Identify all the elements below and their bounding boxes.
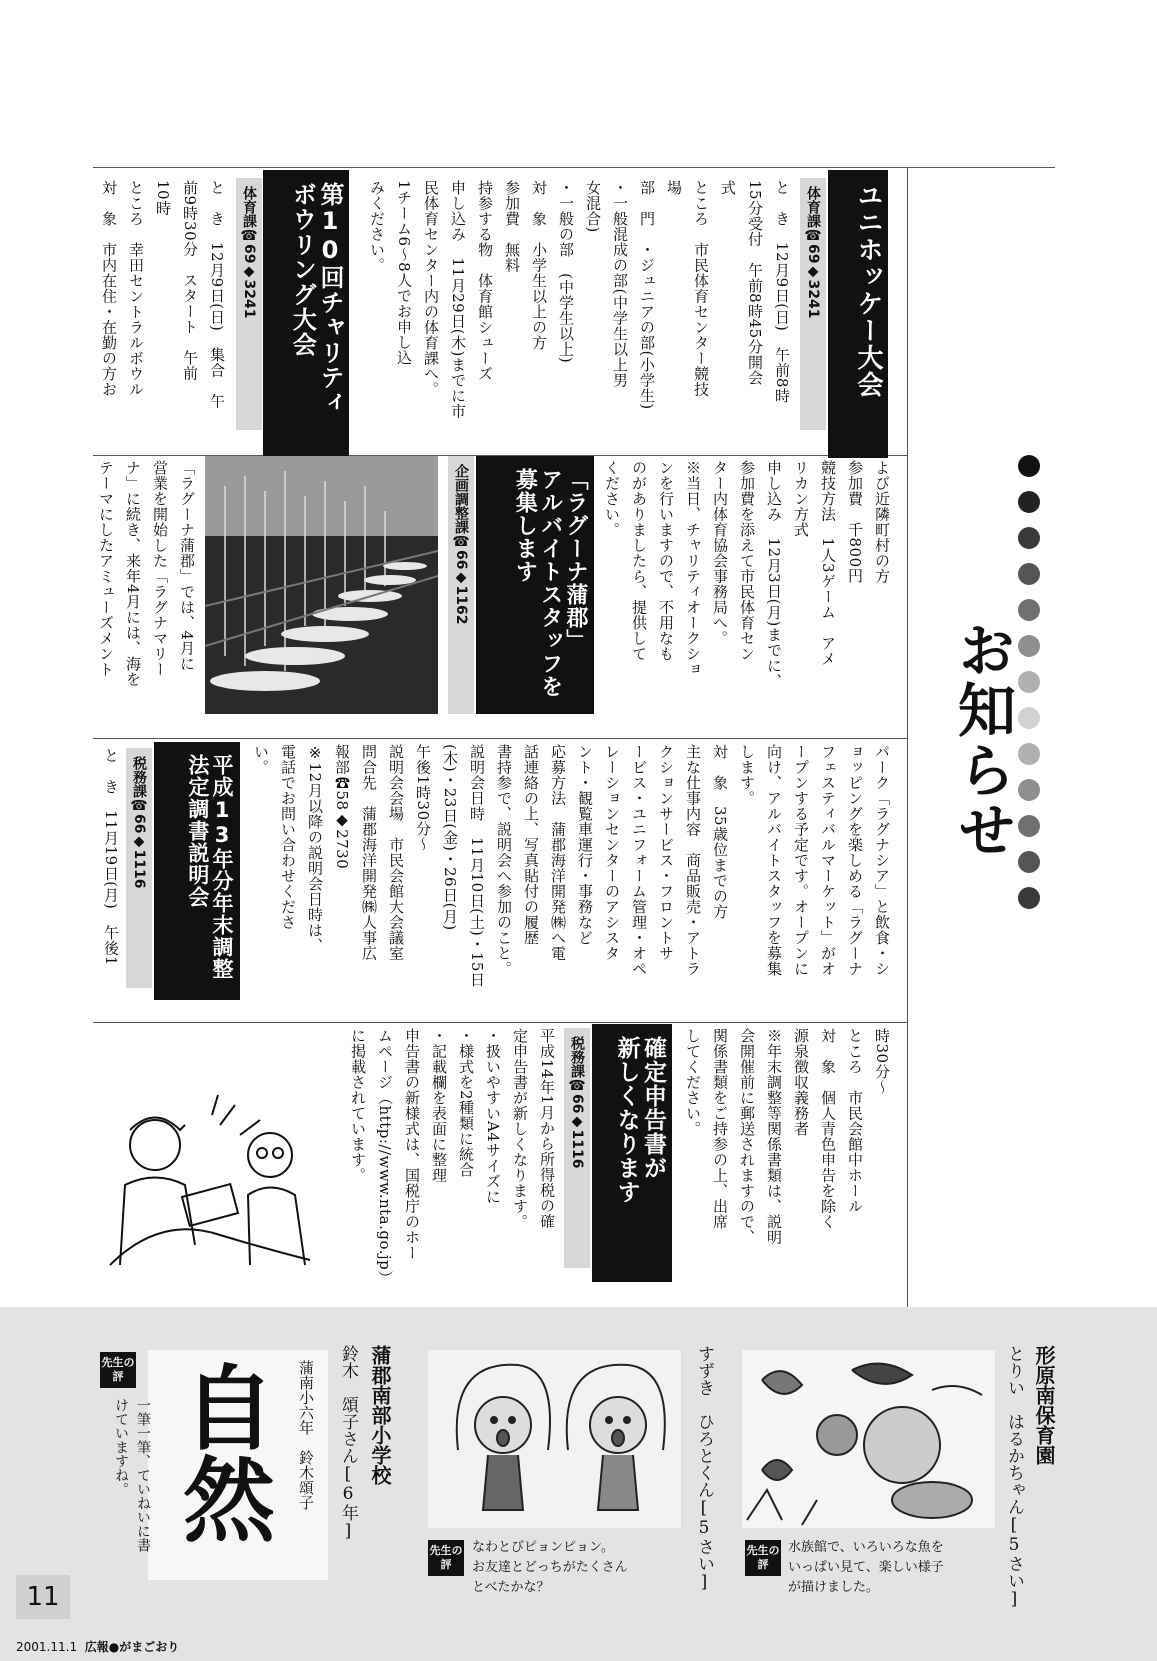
- tax-return-dept: 税務課☎66◆1116: [564, 1028, 590, 1268]
- body-line: ント・観覧車運行・事務など: [576, 744, 594, 946]
- row-rule-3: [93, 1022, 907, 1023]
- body-line: ・一般の部 (中学生以上): [557, 180, 575, 364]
- body-line: 女混合): [584, 180, 602, 233]
- bowling-header: 第10回チャリティ ボウリング大会: [263, 170, 349, 458]
- body-line: パーク「ラグナシア」と飲食・シ: [873, 744, 891, 977]
- body-line: してください。: [684, 1028, 702, 1137]
- body-line: 10時: [154, 180, 172, 216]
- bullet-dot: [1018, 707, 1040, 729]
- entry3-calligraphy: [148, 1350, 328, 1580]
- body-line: 競技方法 1人3ゲーム アメ: [819, 460, 837, 667]
- body-line: ところ 市民体育センター競技: [692, 180, 710, 397]
- tax-adjust-dept: 税務課☎66◆1116: [126, 748, 152, 988]
- page-number: 11: [16, 1575, 70, 1619]
- body-line: 向け、アルバイトスタッフを募集: [765, 744, 783, 977]
- laguna-body: [90, 460, 200, 732]
- bullet-dot: [1018, 671, 1040, 693]
- body-line: 参加費 無料: [503, 180, 521, 273]
- body-line: ください。: [603, 460, 621, 538]
- body-line: 報部☎58◆2730: [333, 744, 351, 870]
- entry3-name: 鈴木 頌子さん[6年]: [338, 1345, 358, 1541]
- tax-return-header: 確定申告書が 新しくなります: [592, 1024, 672, 1282]
- body-line: 申告書の新様式は、国税庁のホー: [403, 1028, 421, 1261]
- body-line: ンを行いますので、不用なも: [657, 460, 675, 662]
- bullet-dot: [1018, 851, 1040, 873]
- entry1-comment: 水族館で、いろいろな魚を いっぱい見て、楽しい様子 が描けました。: [788, 1540, 944, 1595]
- body-line: ※当日、チャリティオークショ: [684, 460, 702, 677]
- tax-adjust-continued: [680, 1028, 895, 1300]
- bowling-continued: [605, 460, 895, 732]
- body-line: 対 象 市内在住・在勤の方お: [100, 180, 118, 397]
- body-line: (木)・23日(金)・26日(月): [441, 744, 459, 931]
- body-line: 場: [665, 180, 683, 196]
- entry3-comment: 一筆一筆、ていねいに書 けていますね。: [113, 1398, 151, 1552]
- entry1-artwork: [742, 1350, 995, 1528]
- body-line: リカン方式: [792, 460, 810, 538]
- entry1-teacher-badge: 先生の評: [745, 1540, 781, 1576]
- body-line: 15分受付 午前8時45分開会: [746, 180, 764, 386]
- body-line: 対 象 小学生以上の方: [530, 180, 548, 351]
- body-line: 関係書類をご持参の上、出席: [711, 1028, 729, 1230]
- bullet-dot: [1018, 527, 1040, 549]
- body-line: ※年末調整等関係書類は、説明: [765, 1028, 783, 1245]
- top-rule: [93, 167, 1055, 168]
- marina-photo: [205, 456, 438, 714]
- body-line: 民体育センター内の体育課へ。: [422, 180, 440, 397]
- body-line: 申し込み 12月3日(月)までに、: [765, 460, 783, 689]
- body-line: ところ 幸田セントラルボウル: [127, 180, 145, 397]
- body-line: 営業を開始した「ラグナマリー: [151, 460, 169, 677]
- body-line: テーマにしたアミューズメント: [97, 460, 115, 677]
- row-rule-2: [93, 738, 907, 739]
- body-line: 対 象 35歳位までの方: [711, 744, 729, 920]
- bullet-dot: [1018, 635, 1040, 657]
- body-line: 定申告書が新しくなります。: [511, 1028, 529, 1230]
- body-line: 時30分～: [873, 1028, 891, 1095]
- body-line: 応募方法 蒲郡海洋開発㈱へ電: [549, 744, 567, 961]
- calligraphy-text: 自然: [168, 1360, 276, 1544]
- body-line: ター内体育協会事務局へ。: [711, 460, 729, 646]
- body-line: ープンする予定です。オープンに: [792, 744, 810, 977]
- body-line: よび近隣町村の方: [873, 460, 891, 584]
- body-line: 話連絡の上、写真貼付の履歴: [522, 744, 540, 946]
- body-line: みください。: [368, 180, 386, 273]
- entry2-teacher-badge: 先生の評: [428, 1540, 464, 1576]
- body-line: フェスティバルマーケット」がオ: [819, 744, 837, 977]
- body-line: 「ラグーナ蒲郡」では、4月に: [178, 460, 196, 672]
- bullet-dot: [1018, 887, 1040, 909]
- bullet-dot: [1018, 563, 1040, 585]
- body-line: ・記載欄を表面に整理: [430, 1028, 448, 1183]
- body-line: と き 12月9日(日) 集合 午: [208, 180, 226, 409]
- bullet-dot: [1018, 455, 1040, 477]
- entry1-name: とりい はるかちゃん[5さい]: [1004, 1345, 1024, 1609]
- body-line: 持参する物 体育館シューズ: [476, 180, 494, 382]
- body-line: 午後1時30分～: [414, 744, 432, 852]
- body-line: 前9時30分 スタート 午前: [181, 180, 199, 381]
- body-line: クションサービス・フロントサ: [657, 744, 675, 961]
- entry2-name: すずき ひろとくん[5さい]: [694, 1345, 714, 1592]
- body-line: ところ 市民会館中ホール: [846, 1028, 864, 1214]
- laguna-dept: 企画調整課☎66◆1162: [448, 456, 474, 714]
- hockey-header: ユニホッケー大会: [828, 170, 888, 458]
- bullet-dot: [1018, 779, 1040, 801]
- body-line: ・一般混成の部(中学生以上男: [611, 180, 629, 388]
- body-line: と き 11月19日(月) 午後1: [102, 748, 120, 966]
- hockey-dept: 体育課☎69◆3241: [800, 178, 826, 430]
- body-line: 対 象 個人青色申告を除く: [819, 1028, 837, 1230]
- body-line: 部 門 ・ジュニアの部(小学生): [638, 180, 656, 410]
- tax-return-body: [335, 1028, 560, 1300]
- laguna-header: 「ラグーナ蒲郡」 アルバイトスタッフを 募集します: [476, 456, 594, 714]
- body-line: 説明会日時 11月10日(土)・15日: [468, 744, 486, 988]
- body-line: 式: [719, 180, 737, 196]
- entry1-school: 形原南保育園: [1032, 1345, 1056, 1465]
- body-line: レーションセンターのアシスタ: [603, 744, 621, 961]
- body-line: ムページ（http://www.nta.go.jp）: [376, 1028, 394, 1286]
- bullet-dot: [1018, 599, 1040, 621]
- calligraphy-signature: 蒲南小六年 鈴木頌子: [297, 1360, 315, 1510]
- entry2-artwork: [428, 1350, 681, 1528]
- body-line: ・様式を2種類に統合: [457, 1028, 475, 1178]
- bullet-dot: [1018, 743, 1040, 765]
- bullet-dot: [1018, 491, 1040, 513]
- body-line: 会開催前に郵送されますので、: [738, 1028, 756, 1245]
- bowling-dept: 体育課☎69◆3241: [236, 178, 262, 430]
- hockey-body: [368, 180, 795, 452]
- tax-illustration: [100, 1085, 320, 1275]
- body-line: 主な仕事内容 商品販売・アトラ: [684, 744, 702, 977]
- entry3-teacher-badge: 先生の評: [100, 1352, 136, 1388]
- body-line: に掲載されています。: [349, 1028, 367, 1183]
- right-rule: [907, 167, 908, 1307]
- body-line: のがありましたら、提供して: [630, 460, 648, 662]
- body-line: 参加費 千800円: [846, 460, 864, 584]
- body-line: 書持参で、説明会へ参加のこと。: [495, 744, 513, 977]
- footer-line: 2001.11.1 広報●がまごおり: [16, 1640, 180, 1654]
- body-line: します。: [738, 744, 756, 806]
- entry2-comment: なわとびピョンピョン。 お友達とどっちがたくさん とべたかな？: [472, 1540, 628, 1595]
- body-line: 源泉徴収義務者: [792, 1028, 810, 1137]
- body-line: 問合先 蒲郡海洋開発㈱人事広: [360, 744, 378, 961]
- body-line: 平成14年1月から所得税の確: [538, 1028, 556, 1229]
- body-line: ※12月以降の説明会日時は、: [306, 744, 324, 954]
- body-line: ・扱いやすいA4サイズに: [484, 1028, 502, 1205]
- tax-adjust-body: [92, 748, 124, 1020]
- body-line: 電話でお問い合わせくださ: [279, 744, 297, 930]
- bowling-body: [90, 180, 230, 452]
- tax-adjust-header: 平成13年分年末調整 法定調書説明会: [154, 742, 240, 1000]
- laguna-continued: [250, 744, 895, 1016]
- body-line: い。: [252, 744, 270, 775]
- body-line: ョッピングを楽しめる「ラグーナ: [846, 744, 864, 977]
- entry3-school: 蒲郡南部小学校: [368, 1345, 392, 1485]
- body-line: ービス・ユニフォーム管理・オペ: [630, 744, 648, 977]
- body-line: 参加費を添えて市民体育セン: [738, 460, 756, 662]
- bullet-dot: [1018, 815, 1040, 837]
- body-line: 説明会会場 市民会館大会議室: [387, 744, 405, 961]
- body-line: と き 12月9日(日) 午前8時: [773, 180, 791, 404]
- body-line: 申し込み 11月29日(木)までに市: [449, 180, 467, 419]
- body-line: ナ」に続き、来年4月には、海を: [124, 460, 142, 688]
- body-line: 1チーム6～8人でお申し込: [395, 180, 413, 366]
- page-title: お知らせ: [948, 620, 1016, 860]
